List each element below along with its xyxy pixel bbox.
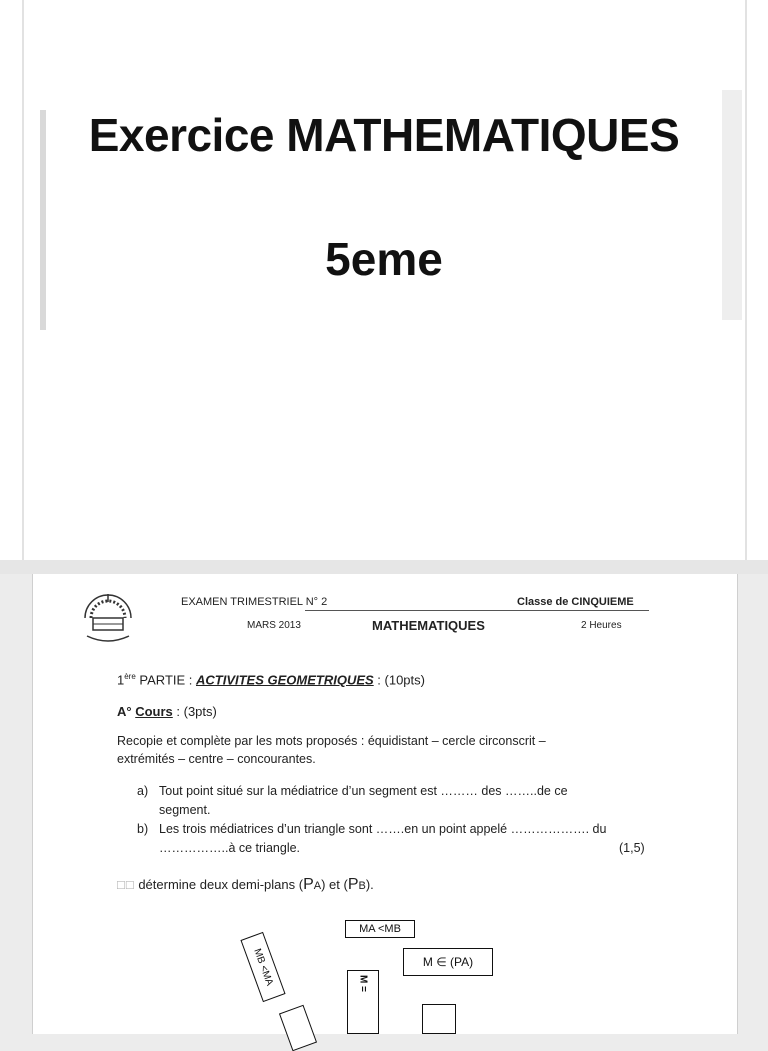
exam-document: [32, 574, 738, 1034]
figure-box-rotated: [240, 932, 285, 1002]
section-title: Cours: [135, 704, 173, 719]
figure-box-vertical: [347, 970, 379, 1034]
question-a-line-1: Tout point situé sur la médiatrice d’un segment est ……… des ……..de ce: [159, 784, 568, 798]
pa-subscript: A: [313, 880, 322, 892]
section-heading: [117, 704, 217, 719]
exam-duration: 2 Heures: [581, 620, 622, 631]
page-divider: [0, 560, 768, 574]
part-number: 1: [117, 672, 125, 688]
figure-box-small: [422, 1004, 456, 1034]
cover-title: Exercice MATHEMATIQUES: [88, 109, 680, 161]
question-b-line-2: ……………..à ce triangle.: [159, 841, 301, 855]
cover-grade: 5eme: [325, 233, 443, 285]
pb-subscript: B: [358, 880, 366, 892]
demi-plans-mid: ) et (: [321, 877, 348, 892]
section-letter: A°: [117, 704, 132, 719]
header-rule: [305, 610, 649, 611]
question-b-marker: b): [137, 822, 149, 836]
exam-date: MARS 2013: [247, 620, 301, 631]
figure-vertical-label: M =: [357, 975, 369, 992]
exam-class: Classe de CINQUIEME: [517, 596, 634, 608]
figure-box-rotated-2: [279, 1005, 317, 1051]
question-b-points: (1,5): [619, 841, 645, 855]
part-number-sup: ère: [124, 672, 136, 681]
missing-glyph-boxes: □□: [117, 877, 135, 892]
demi-plans-sentence: [117, 876, 374, 894]
demi-plans-end: ).: [365, 877, 374, 892]
figure-box-m-in-pa: M ∈ (PA): [403, 948, 493, 976]
figure-box-ma-mb: MA <MB: [345, 920, 415, 938]
figure-rotated-label: MB <MA: [251, 946, 275, 988]
school-logo-icon: [77, 588, 139, 650]
pa-letter: P: [303, 876, 314, 893]
instruction-line-2: extrémités – centre – concourantes.: [117, 752, 316, 766]
question-a-marker: a): [137, 784, 149, 798]
section-points: : (3pts): [172, 704, 217, 719]
part-label: PARTIE :: [135, 672, 196, 688]
pb-letter: P: [347, 876, 359, 893]
exam-type: EXAMEN TRIMESTRIEL N° 2: [181, 596, 328, 608]
part-heading: [117, 672, 425, 687]
part-points: : (10pts): [373, 672, 425, 688]
exam-subject: MATHEMATIQUES: [372, 618, 485, 633]
question-b-line-1: Les trois médiatrices d’un triangle sont …….en un point appelé ………………. du: [159, 822, 607, 836]
part-title: ACTIVITES GEOMETRIQUES: [196, 672, 374, 688]
demi-plans-text: détermine deux demi-plans (: [134, 877, 304, 892]
question-a-line-2: segment.: [159, 803, 211, 817]
instruction-line-1: Recopie et complète par les mots proposés : équidistant – cercle circonscrit –: [117, 734, 546, 748]
